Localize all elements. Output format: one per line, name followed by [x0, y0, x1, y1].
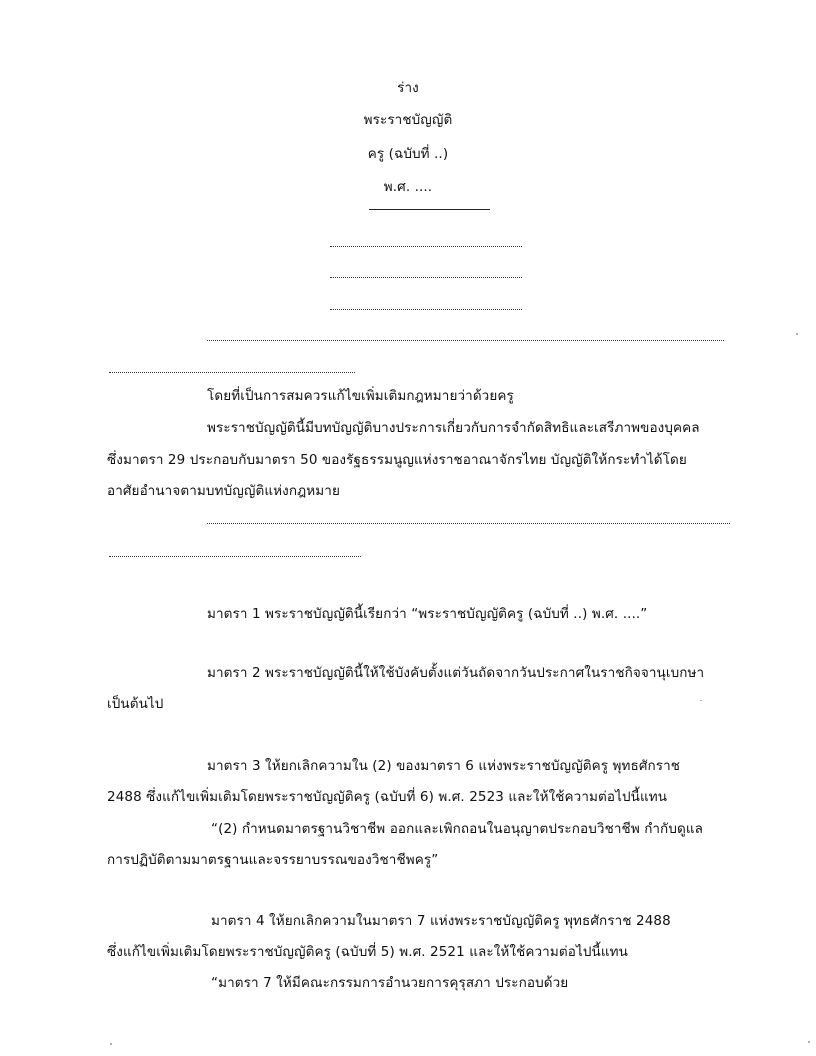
preamble-text: ซึ่งมาตรา 29 ประกอบกับมาตรา 50 ของรัฐธรรมนูญแห่งราชอาณาจักรไทย บัญญัติให้กระทำได้โดย — [107, 452, 687, 468]
dotted-line — [109, 372, 355, 373]
dotted-line — [207, 523, 730, 524]
act-subtitle: ครู (ฉบับที่ ..) — [367, 146, 449, 162]
draft-label: ร่าง — [397, 80, 419, 96]
scan-speck — [110, 1043, 112, 1045]
act-title: พระราชบัญญัติ — [363, 112, 453, 128]
scan-speck — [808, 1041, 810, 1043]
section-3-quote-cont: การปฏิบัติตามมาตรฐานและจรรยาบรรณของวิชาชีพครู” — [107, 852, 439, 868]
section-1: มาตรา 1 พระราชบัญญัตินี้เรียกว่า “พระราชบัญญัติครู (ฉบับที่ ..) พ.ศ. ....” — [207, 606, 648, 622]
dotted-line — [330, 277, 522, 278]
preamble-text: อาศัยอำนาจตามบทบัญญัติแห่งกฎหมาย — [107, 483, 340, 499]
section-3: มาตรา 3 ให้ยกเลิกความใน (2) ของมาตรา 6 แห่งพระราชบัญญัติครู พุทธศักราช — [207, 758, 681, 774]
dotted-line — [330, 309, 522, 310]
section-3-cont: 2488 ซึ่งแก้ไขเพิ่มเติมโดยพระราชบัญญัติครู (ฉบับที่ 6) พ.ศ. 2523 และให้ใช้ความต่อไปนี้แทน — [107, 789, 668, 805]
section-4-cont: ซึ่งแก้ไขเพิ่มเติมโดยพระราชบัญญัติครู (ฉบับที่ 5) พ.ศ. 2521 และให้ใช้ความต่อไปนี้แทน — [107, 944, 628, 960]
preamble-text: พระราชบัญญัตินี้มีบทบัญญัติบางประการเกี่ยวกับการจำกัดสิทธิและเสรีภาพของบุคคล — [207, 420, 700, 436]
title-underline — [369, 209, 490, 210]
section-4: มาตรา 4 ให้ยกเลิกความในมาตรา 7 แห่งพระราชบัญญัติครู พุทธศักราช 2488 — [211, 913, 671, 929]
dotted-line — [330, 246, 522, 247]
scan-speck — [796, 333, 798, 335]
section-3-quote: “(2) กำหนดมาตรฐานวิชาชีพ ออกและเพิกถอนในอนุญาตประกอบวิชาชีพ กำกับดูแล — [211, 821, 704, 837]
dotted-line — [207, 340, 724, 341]
section-4-quote: “มาตรา 7 ให้มีคณะกรรมการอำนวยการคุรุสภา ประกอบด้วย — [211, 975, 569, 991]
act-year: พ.ศ. .... — [383, 179, 433, 195]
scan-speck — [700, 700, 702, 701]
section-2-cont: เป็นต้นไป — [107, 696, 164, 712]
dotted-line — [109, 556, 361, 557]
preamble-text: โดยที่เป็นการสมควรแก้ไขเพิ่มเติมกฎหมายว่าด้วยครู — [207, 388, 514, 404]
section-2: มาตรา 2 พระราชบัญญัตินี้ให้ใช้บังคับตั้งแต่วันถัดจากวันประกาศในราชกิจจานุเบกษา — [207, 665, 705, 681]
